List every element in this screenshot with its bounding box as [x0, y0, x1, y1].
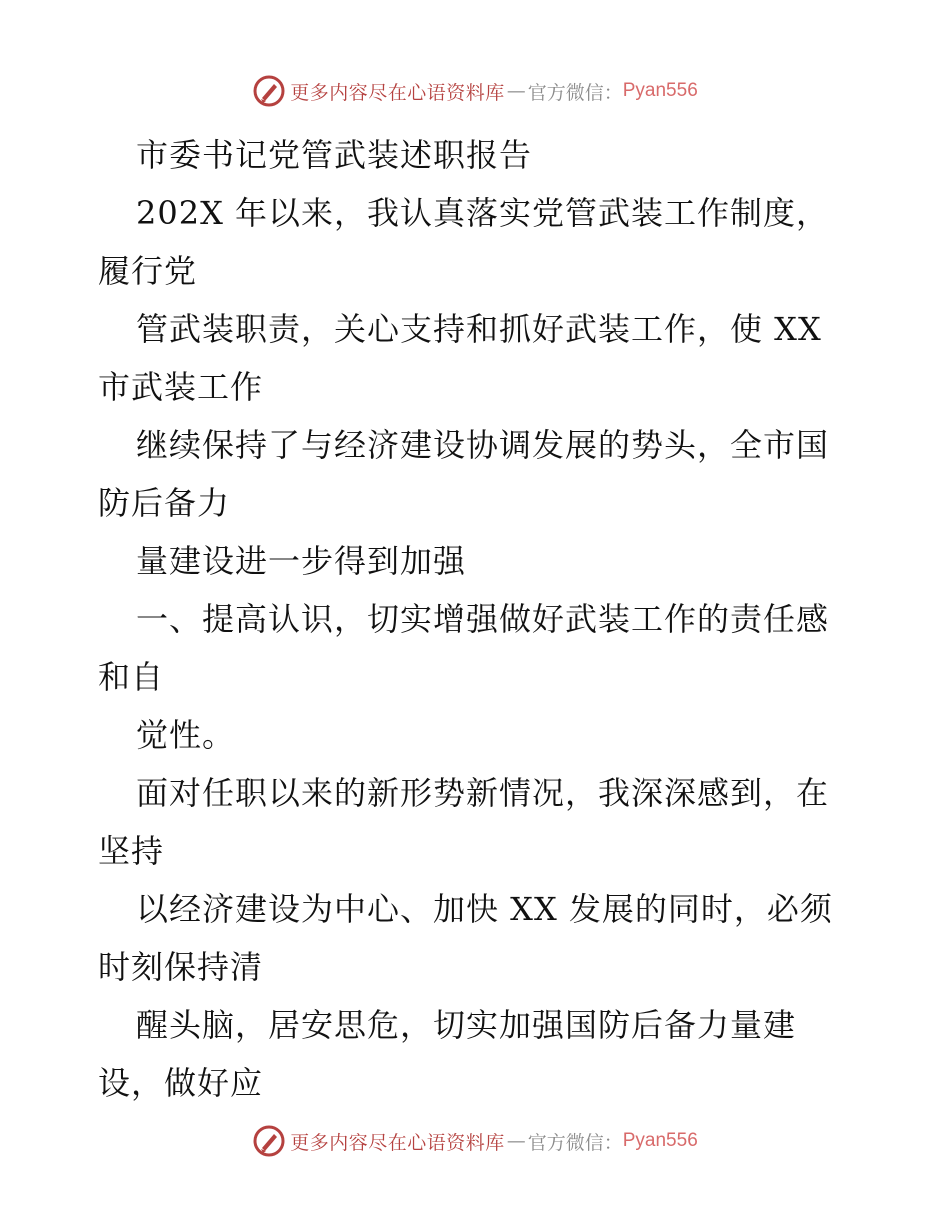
watermark-id: Pyan556: [622, 80, 698, 101]
text-line: 设，做好应: [98, 1064, 264, 1102]
text-line: 和自: [98, 658, 165, 696]
watermark-text: 更多内容尽在心语资料库: [290, 1131, 505, 1154]
text-line: 履行党: [98, 252, 198, 290]
text-line: 醒头脑，居安思危，切实加强国防后备力量建: [136, 1006, 797, 1044]
watermark-id: Pyan556: [622, 1130, 698, 1151]
text-line: 坚持: [98, 832, 165, 870]
text-line: 时刻保持清: [98, 948, 264, 986]
text-line: 面对任职以来的新形势新情况，我深深感到，在: [136, 774, 830, 812]
text-line: 以经济建设为中心、加快 XX 发展的同时，必须: [136, 890, 833, 928]
text-line: 市武装工作: [98, 368, 264, 406]
watermark-separator: —: [506, 1130, 526, 1152]
text-line: 防后备力: [98, 484, 231, 522]
text-line: 一、提高认识，切实增强做好武装工作的责任感: [136, 600, 830, 638]
watermark-text: 更多内容尽在心语资料库: [290, 81, 505, 104]
document-body: [98, 126, 858, 1112]
watermark-label: 官方微信：: [527, 81, 623, 104]
text-line: 觉性。: [136, 716, 236, 754]
text-line: 市委书记党管武装述职报告: [136, 136, 533, 174]
pen-seal-icon: [252, 1124, 286, 1158]
footer-watermark: [0, 1124, 950, 1158]
pen-seal-icon: [252, 74, 286, 108]
text-line: 量建设进一步得到加强: [136, 542, 467, 580]
text-line: 202X 年以来，我认真落实党管武装工作制度，: [136, 194, 830, 232]
text-line: 管武装职责，关心支持和抓好武装工作，使 XX: [136, 310, 822, 348]
watermark-separator: —: [506, 80, 526, 102]
header-watermark: [0, 74, 950, 108]
text-line: 继续保持了与经济建设协调发展的势头，全市国: [136, 426, 830, 464]
watermark-label: 官方微信：: [527, 1131, 623, 1154]
